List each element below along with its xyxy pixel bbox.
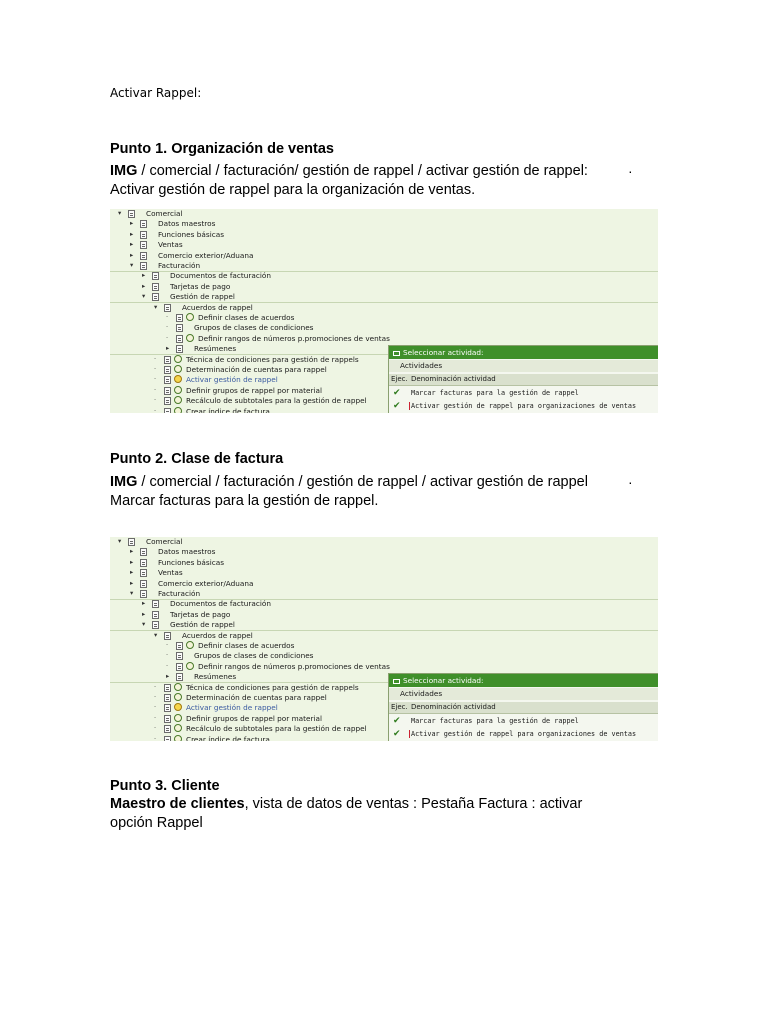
execute-clock-icon <box>174 683 182 691</box>
chevron-down-icon: ▾ <box>154 630 158 639</box>
tree-item-label: Ventas <box>158 240 183 250</box>
tree-item-label: Definir clases de acuerdos <box>198 313 295 322</box>
tree-item[interactable] <box>110 599 658 609</box>
document-icon <box>164 397 171 405</box>
document-icon <box>152 611 159 619</box>
tree-item[interactable] <box>110 537 658 547</box>
activity-row[interactable] <box>389 387 658 399</box>
bullet-icon: · <box>154 365 157 373</box>
dialog-title-text: Seleccionar actividad: <box>403 348 484 357</box>
document-icon <box>152 283 159 291</box>
bullet-icon: · <box>154 713 157 722</box>
document-icon <box>140 241 147 249</box>
table-header <box>389 702 658 714</box>
tree-item-label: Facturación <box>158 261 201 270</box>
execute-clock-icon <box>174 714 182 722</box>
tree-item-label: Grupos de clases de condiciones <box>194 651 314 661</box>
chevron-right-icon: ▸ <box>142 281 146 290</box>
bullet-icon: · <box>154 375 157 384</box>
activity-label: Marcar facturas para la gestión de rappel <box>411 389 579 397</box>
tree-item[interactable] <box>110 547 658 557</box>
tree-item-label: Técnica de condiciones para gestión de rappels <box>186 682 359 692</box>
document-icon <box>164 304 171 312</box>
chevron-down-icon: ▾ <box>130 261 134 269</box>
bullet-icon: · <box>166 333 169 342</box>
tree-item-label: Definir grupos de rappel por material <box>186 385 323 395</box>
chevron-right-icon: ▸ <box>130 547 134 556</box>
tree-item-label: Definir rangos de números p.promociones de ventas <box>198 333 390 343</box>
tree-item-label: Documentos de facturación <box>170 599 271 609</box>
activity-label: Activar gestión de rappel para organizaciones de ventas <box>411 402 637 410</box>
document-icon <box>140 580 147 588</box>
document-icon <box>164 408 171 413</box>
chevron-right-icon: ▸ <box>130 219 134 228</box>
execute-clock-icon <box>174 407 182 413</box>
tree-item[interactable] <box>110 589 658 599</box>
checkmark-icon: ✔ <box>393 729 401 739</box>
tree-item[interactable] <box>110 271 658 281</box>
window-icon <box>393 351 400 356</box>
bullet-icon: · <box>154 682 157 691</box>
tree-item[interactable] <box>110 579 658 589</box>
chevron-down-icon: ▾ <box>154 302 158 311</box>
document-icon <box>176 314 183 322</box>
document-icon <box>152 621 159 629</box>
execute-clock-icon <box>174 365 182 373</box>
chevron-down-icon: ▾ <box>142 292 146 301</box>
section-1-bullet: · <box>628 163 633 179</box>
chevron-right-icon: ▸ <box>130 250 134 259</box>
document-icon <box>164 715 171 723</box>
tree-item-label: Recálculo de subtotales para la gestión de rappel <box>186 724 367 734</box>
tree-item-label: Comercial <box>146 537 183 546</box>
tree-item-label: Ventas <box>158 568 183 578</box>
tree-item-label: Tarjetas de pago <box>170 281 231 291</box>
chevron-down-icon: ▾ <box>130 589 134 597</box>
checkmark-icon: ✔ <box>393 401 401 411</box>
tree-item[interactable] <box>110 230 658 240</box>
document-icon <box>164 684 171 692</box>
document-icon <box>176 642 183 650</box>
checkmark-icon: ✔ <box>393 716 401 726</box>
bullet-icon: · <box>154 396 157 405</box>
tree-item-label: Recálculo de subtotales para la gestión de rappel <box>186 396 367 406</box>
document-icon <box>176 673 183 681</box>
tree-item[interactable] <box>110 568 658 578</box>
text-cursor <box>409 402 410 410</box>
window-icon <box>393 679 400 684</box>
chevron-right-icon: ▸ <box>130 578 134 587</box>
execute-clock-icon <box>174 386 182 394</box>
col-exec: Ejec. <box>391 375 408 383</box>
tab-actividades[interactable]: Actividades <box>389 688 658 700</box>
tree-item-label: Funciones básicas <box>158 557 225 567</box>
sap-screenshot-2 <box>110 537 658 741</box>
section-2-heading: Punto 2. Clase de factura <box>110 451 284 467</box>
section-2-text <box>110 473 670 511</box>
section-3-line1: , vista de datos de ventas : Pestaña Factura : activar <box>244 796 583 812</box>
document-icon <box>140 569 147 577</box>
activity-row[interactable] <box>389 715 658 727</box>
execute-clock-icon <box>174 355 182 363</box>
execute-clock-icon <box>174 375 182 383</box>
col-exec: Ejec. <box>391 703 408 711</box>
tree-item-label: Gestión de rappel <box>170 292 235 302</box>
document-icon <box>164 366 171 374</box>
bullet-icon: · <box>154 734 157 741</box>
document-icon <box>140 548 147 556</box>
document-icon <box>164 704 171 712</box>
tree-item-label: Crear índice de factura <box>186 406 270 413</box>
section-2-line1: / comercial / facturación / gestión de rappel / activar gestión de rappel <box>137 474 588 490</box>
tree-item[interactable] <box>110 662 658 672</box>
document-icon <box>176 345 183 353</box>
document-icon <box>164 376 171 384</box>
tab-actividades[interactable]: Actividades <box>389 360 658 372</box>
chevron-right-icon: ▸ <box>130 229 134 238</box>
bullet-icon: · <box>154 354 157 363</box>
col-name: Denominación actividad <box>411 375 496 383</box>
execute-clock-icon <box>174 703 182 711</box>
document-icon <box>176 663 183 671</box>
tree-item-label: Comercio exterior/Aduana <box>158 578 254 588</box>
section-1-bold: IMG <box>110 163 138 179</box>
bullet-icon: · <box>154 385 157 394</box>
tree-item-label: Definir rangos de números p.promociones de ventas <box>198 661 390 671</box>
tree-item[interactable] <box>110 303 658 313</box>
chevron-down-icon: ▾ <box>142 620 146 629</box>
tree-item-label: Documentos de facturación <box>170 271 271 281</box>
execute-clock-icon <box>174 735 182 741</box>
document-icon <box>164 725 171 733</box>
section-1-text <box>110 162 670 200</box>
tree-item[interactable] <box>110 219 658 229</box>
select-activity-dialog <box>388 345 658 413</box>
tree-item[interactable] <box>110 334 658 344</box>
document-icon <box>164 356 171 364</box>
execute-clock-icon <box>174 396 182 404</box>
chevron-right-icon: ▸ <box>142 609 146 618</box>
document-icon <box>176 335 183 343</box>
chevron-right-icon: ▸ <box>142 271 146 280</box>
document-icon <box>152 293 159 301</box>
tree-item-label: Tarjetas de pago <box>170 609 231 619</box>
sap-screenshot-1 <box>110 209 658 413</box>
tree-item[interactable] <box>110 209 658 219</box>
chevron-right-icon: ▸ <box>130 568 134 577</box>
activity-label: Activar gestión de rappel para organizaciones de ventas <box>411 730 637 738</box>
checkmark-icon: ✔ <box>393 388 401 398</box>
document-icon <box>128 538 135 546</box>
tree-item-label: Definir grupos de rappel por material <box>186 713 323 723</box>
tree-item[interactable] <box>110 313 658 323</box>
bullet-icon: · <box>166 641 169 649</box>
select-activity-dialog <box>388 673 658 741</box>
activity-row[interactable] <box>389 728 658 740</box>
section-1-heading: Punto 1. Organización de ventas <box>110 141 334 157</box>
section-1-line2: Activar gestión de rappel para la organización de ventas. <box>110 182 476 198</box>
tree-item-label: Gestión de rappel <box>170 620 235 630</box>
document-icon <box>152 272 159 280</box>
tree-item-label: Datos maestros <box>158 219 216 229</box>
tree-item[interactable] <box>110 251 658 261</box>
execute-clock-icon <box>174 724 182 732</box>
col-name: Denominación actividad <box>411 703 496 711</box>
bullet-icon: · <box>166 661 169 670</box>
document-icon <box>140 252 147 260</box>
chevron-right-icon: ▸ <box>166 672 170 681</box>
section-3-bold: Maestro de clientes <box>110 796 245 812</box>
document-icon <box>164 694 171 702</box>
tree-item-label: Resúmenes <box>194 344 237 354</box>
tree-item-label: Definir clases de acuerdos <box>198 641 295 650</box>
tree-item-label: Técnica de condiciones para gestión de rappels <box>186 354 359 364</box>
bullet-icon: · <box>154 693 157 701</box>
execute-clock-icon <box>186 662 194 670</box>
section-3-text <box>110 795 670 833</box>
bullet-icon: · <box>166 313 169 321</box>
tree-item[interactable] <box>110 641 658 651</box>
section-3-heading: Punto 3. Cliente <box>110 778 220 794</box>
section-1-line1: / comercial / facturación/ gestión de rappel / activar gestión de rappel: <box>137 163 588 179</box>
execute-clock-icon <box>186 641 194 649</box>
tree-item[interactable] <box>110 620 658 630</box>
tree-item-label: Acuerdos de rappel <box>182 302 253 312</box>
document-icon <box>140 220 147 228</box>
bullet-icon: · <box>154 724 157 733</box>
tree-item-label: Activar gestión de rappel <box>186 703 278 713</box>
tree-item-label: Determinación de cuentas para rappel <box>186 365 327 374</box>
tree-item[interactable] <box>110 631 658 641</box>
execute-clock-icon <box>174 693 182 701</box>
tree-item-label: Determinación de cuentas para rappel <box>186 693 327 702</box>
document-icon <box>176 652 183 660</box>
chevron-down-icon: ▾ <box>118 537 122 545</box>
tree-item-label: Facturación <box>158 589 201 598</box>
tree-item-label: Grupos de clases de condiciones <box>194 323 314 333</box>
tree-item[interactable] <box>110 651 658 661</box>
chevron-down-icon: ▾ <box>118 209 122 217</box>
execute-clock-icon <box>186 334 194 342</box>
tree-item[interactable] <box>110 240 658 250</box>
tree-item[interactable] <box>110 261 658 271</box>
document-icon <box>140 559 147 567</box>
document-icon <box>140 231 147 239</box>
section-3-line2: opción Rappel <box>110 815 203 831</box>
document-icon <box>140 262 147 270</box>
tree-item-label: Comercial <box>146 209 183 218</box>
document-icon <box>152 600 159 608</box>
bullet-icon: · <box>154 703 157 712</box>
dialog-title-text: Seleccionar actividad: <box>403 676 484 685</box>
bullet-icon: · <box>154 406 157 413</box>
chevron-right-icon: ▸ <box>130 240 134 249</box>
execute-clock-icon <box>186 313 194 321</box>
section-2-bold: IMG <box>110 474 138 490</box>
tree-item[interactable] <box>110 282 658 292</box>
tree-item[interactable] <box>110 610 658 620</box>
document-icon <box>176 324 183 332</box>
tree-item-label: Acuerdos de rappel <box>182 630 253 640</box>
dialog-title <box>389 346 658 359</box>
text-cursor <box>409 730 410 738</box>
tree-item-label: Datos maestros <box>158 547 216 557</box>
tree-item[interactable] <box>110 323 658 333</box>
doc-title: Activar Rappel: <box>110 86 202 100</box>
chevron-right-icon: ▸ <box>142 599 146 608</box>
dialog-title <box>389 674 658 687</box>
document-icon <box>140 590 147 598</box>
document-icon <box>164 632 171 640</box>
tree-item[interactable] <box>110 558 658 568</box>
bullet-icon: · <box>166 651 169 660</box>
activity-row[interactable] <box>389 400 658 412</box>
section-2-line2: Marcar facturas para la gestión de rappel. <box>110 493 379 509</box>
section-2-bullet: · <box>628 474 633 490</box>
table-header <box>389 374 658 386</box>
tree-item-label: Crear índice de factura <box>186 734 270 741</box>
tree-item-label: Activar gestión de rappel <box>186 375 278 385</box>
tree-item[interactable] <box>110 292 658 302</box>
bullet-icon: · <box>166 323 169 332</box>
activity-label: Marcar facturas para la gestión de rappel <box>411 717 579 725</box>
document-icon <box>164 736 171 741</box>
tree-item-label: Funciones básicas <box>158 229 225 239</box>
tree-item-label: Comercio exterior/Aduana <box>158 250 254 260</box>
tree-item-label: Resúmenes <box>194 672 237 682</box>
document-icon <box>164 387 171 395</box>
chevron-right-icon: ▸ <box>130 557 134 566</box>
document-icon <box>128 210 135 218</box>
chevron-right-icon: ▸ <box>166 344 170 353</box>
